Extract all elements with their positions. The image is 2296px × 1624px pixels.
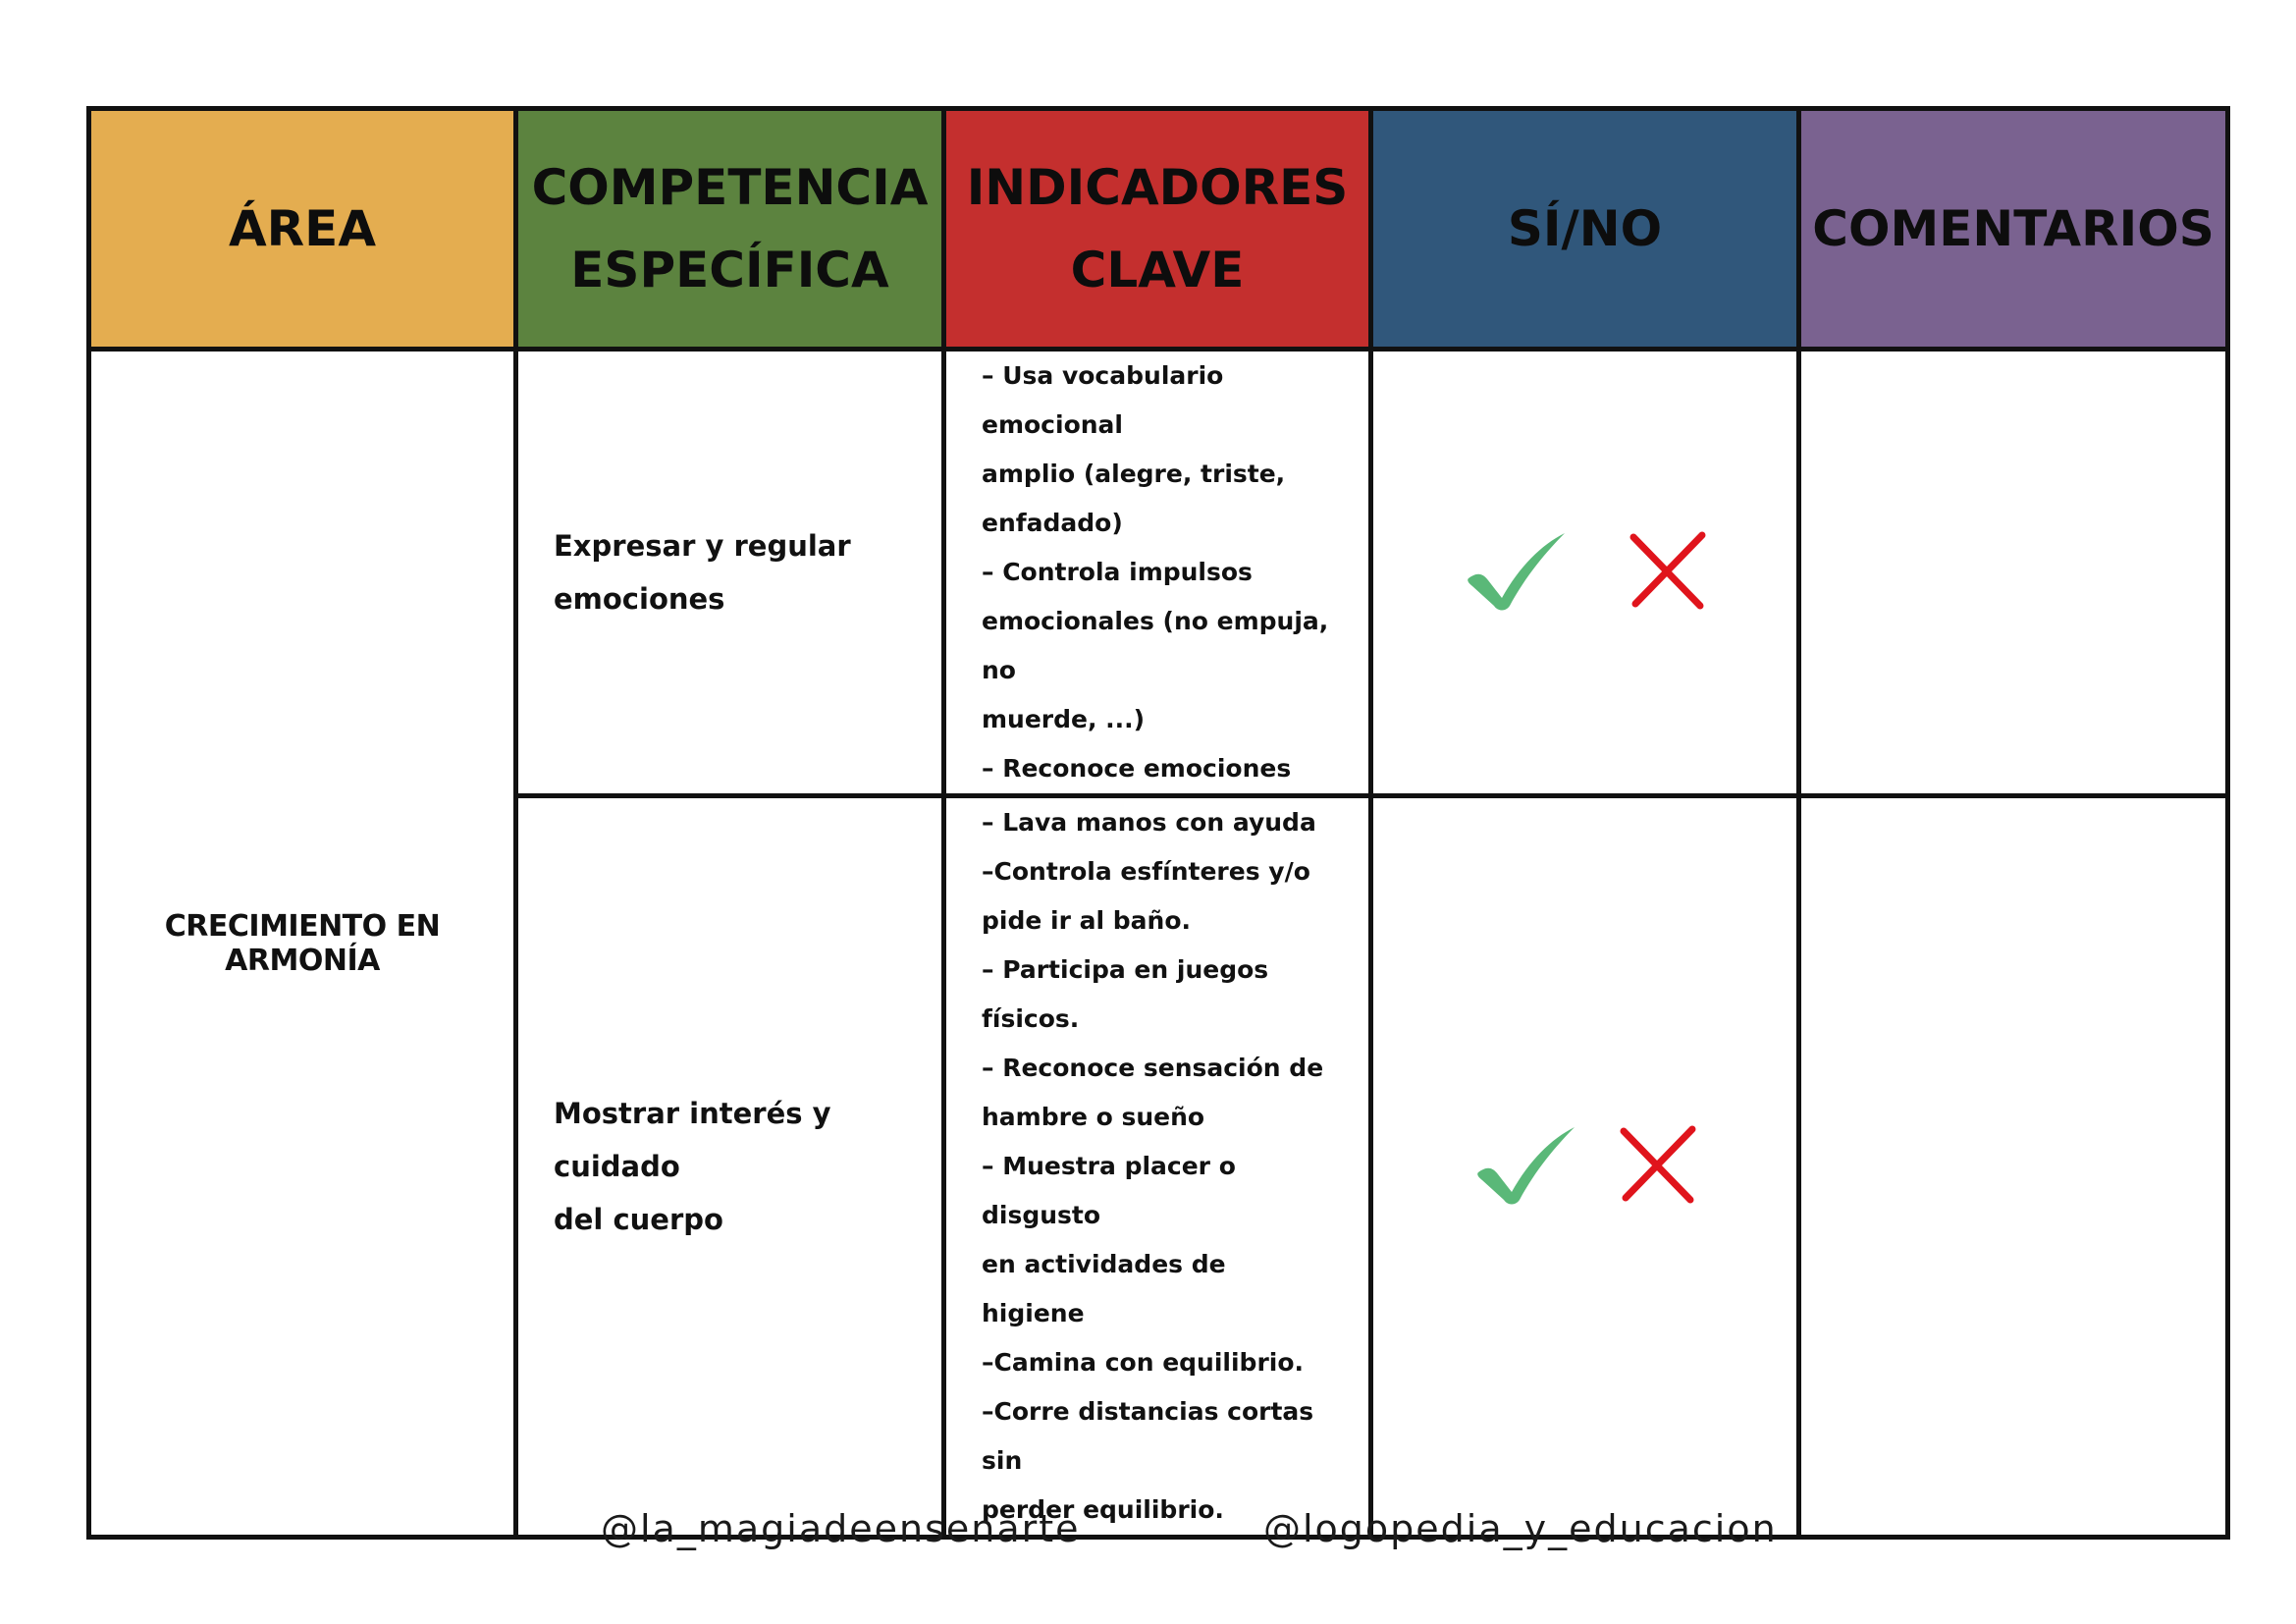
indicador-line: – Controla impulsos [982,558,1253,586]
header-comentarios [1799,109,2228,350]
check-icon[interactable] [1472,1123,1580,1206]
indicador-line: – Reconoce emociones [982,754,1292,783]
indicador-line: – Usa vocabulario emocional [982,361,1224,439]
area-cell [89,350,516,1538]
indicador-line: –Controla esfínteres y/o [982,857,1310,886]
evaluation-table [86,106,2230,1540]
competencia-cell [516,796,944,1538]
footer-handle-left: @la_magiadeensenarte [601,1507,1081,1550]
indicador-line: –Camina con equilibrio. [982,1348,1305,1377]
sino-cell [1371,350,1799,796]
indicadores-cell [944,350,1371,796]
check-icon[interactable] [1463,529,1571,612]
footer-handle-right: @logopedia_y_educacion [1263,1507,1778,1550]
cross-icon[interactable] [1626,529,1708,612]
header-indicadores [944,109,1371,350]
indicador-line: –Corre distancias cortas sin [982,1397,1314,1475]
competencia-cell [516,350,944,796]
indicadores-cell [944,796,1371,1538]
header-indicadores-line1: INDICADORES [966,159,1349,216]
indicador-line: muerde, ...) [982,705,1146,733]
header-competencia [516,109,944,350]
competencia-line1: Expresar y regular [554,529,851,563]
header-competencia-line2: ESPECÍFICA [570,242,889,298]
indicador-line: – Participa en juegos físicos. [982,955,1269,1033]
indicadores-list [982,352,1333,793]
table-row [89,350,2228,796]
comentarios-cell[interactable] [1799,796,2228,1538]
indicador-line: – Muestra placer o disgusto [982,1152,1236,1229]
indicador-line: – Reconoce sensación de [982,1054,1324,1082]
header-competencia-line1: COMPETENCIA [531,159,929,216]
competencia-line1: Mostrar interés y cuidado [554,1097,831,1183]
indicadores-list [982,798,1333,1535]
indicador-line: amplio (alegre, triste, [982,460,1286,488]
competencia-line2: del cuerpo [554,1203,723,1236]
indicador-line: perder equilibrio. [982,1495,1224,1524]
header-area-label: ÁREA [228,200,377,257]
indicador-line: pide ir al baño. [982,906,1192,935]
indicador-line: emocionales (no empuja, no [982,607,1329,684]
sino-marks [1472,1123,1698,1206]
cross-icon[interactable] [1616,1123,1698,1206]
header-row [89,109,2228,350]
header-area [89,109,516,350]
header-comentarios-label: COMENTARIOS [1812,200,2215,257]
indicador-line: hambre o sueño [982,1103,1205,1131]
area-value: CRECIMIENTO EN ARMONÍA [164,908,441,978]
header-indicadores-line2: CLAVE [1070,242,1245,298]
header-sino [1371,109,1799,350]
sino-marks [1463,529,1708,612]
indicador-line: – Lava manos con ayuda [982,808,1316,837]
competencia-line2: emociones [554,582,725,616]
indicador-line: en actividades de higiene [982,1250,1226,1327]
comentarios-cell[interactable] [1799,350,2228,796]
indicador-line: enfadado) [982,509,1123,537]
sino-cell [1371,796,1799,1538]
header-sino-label: SÍ/NO [1507,200,1663,257]
